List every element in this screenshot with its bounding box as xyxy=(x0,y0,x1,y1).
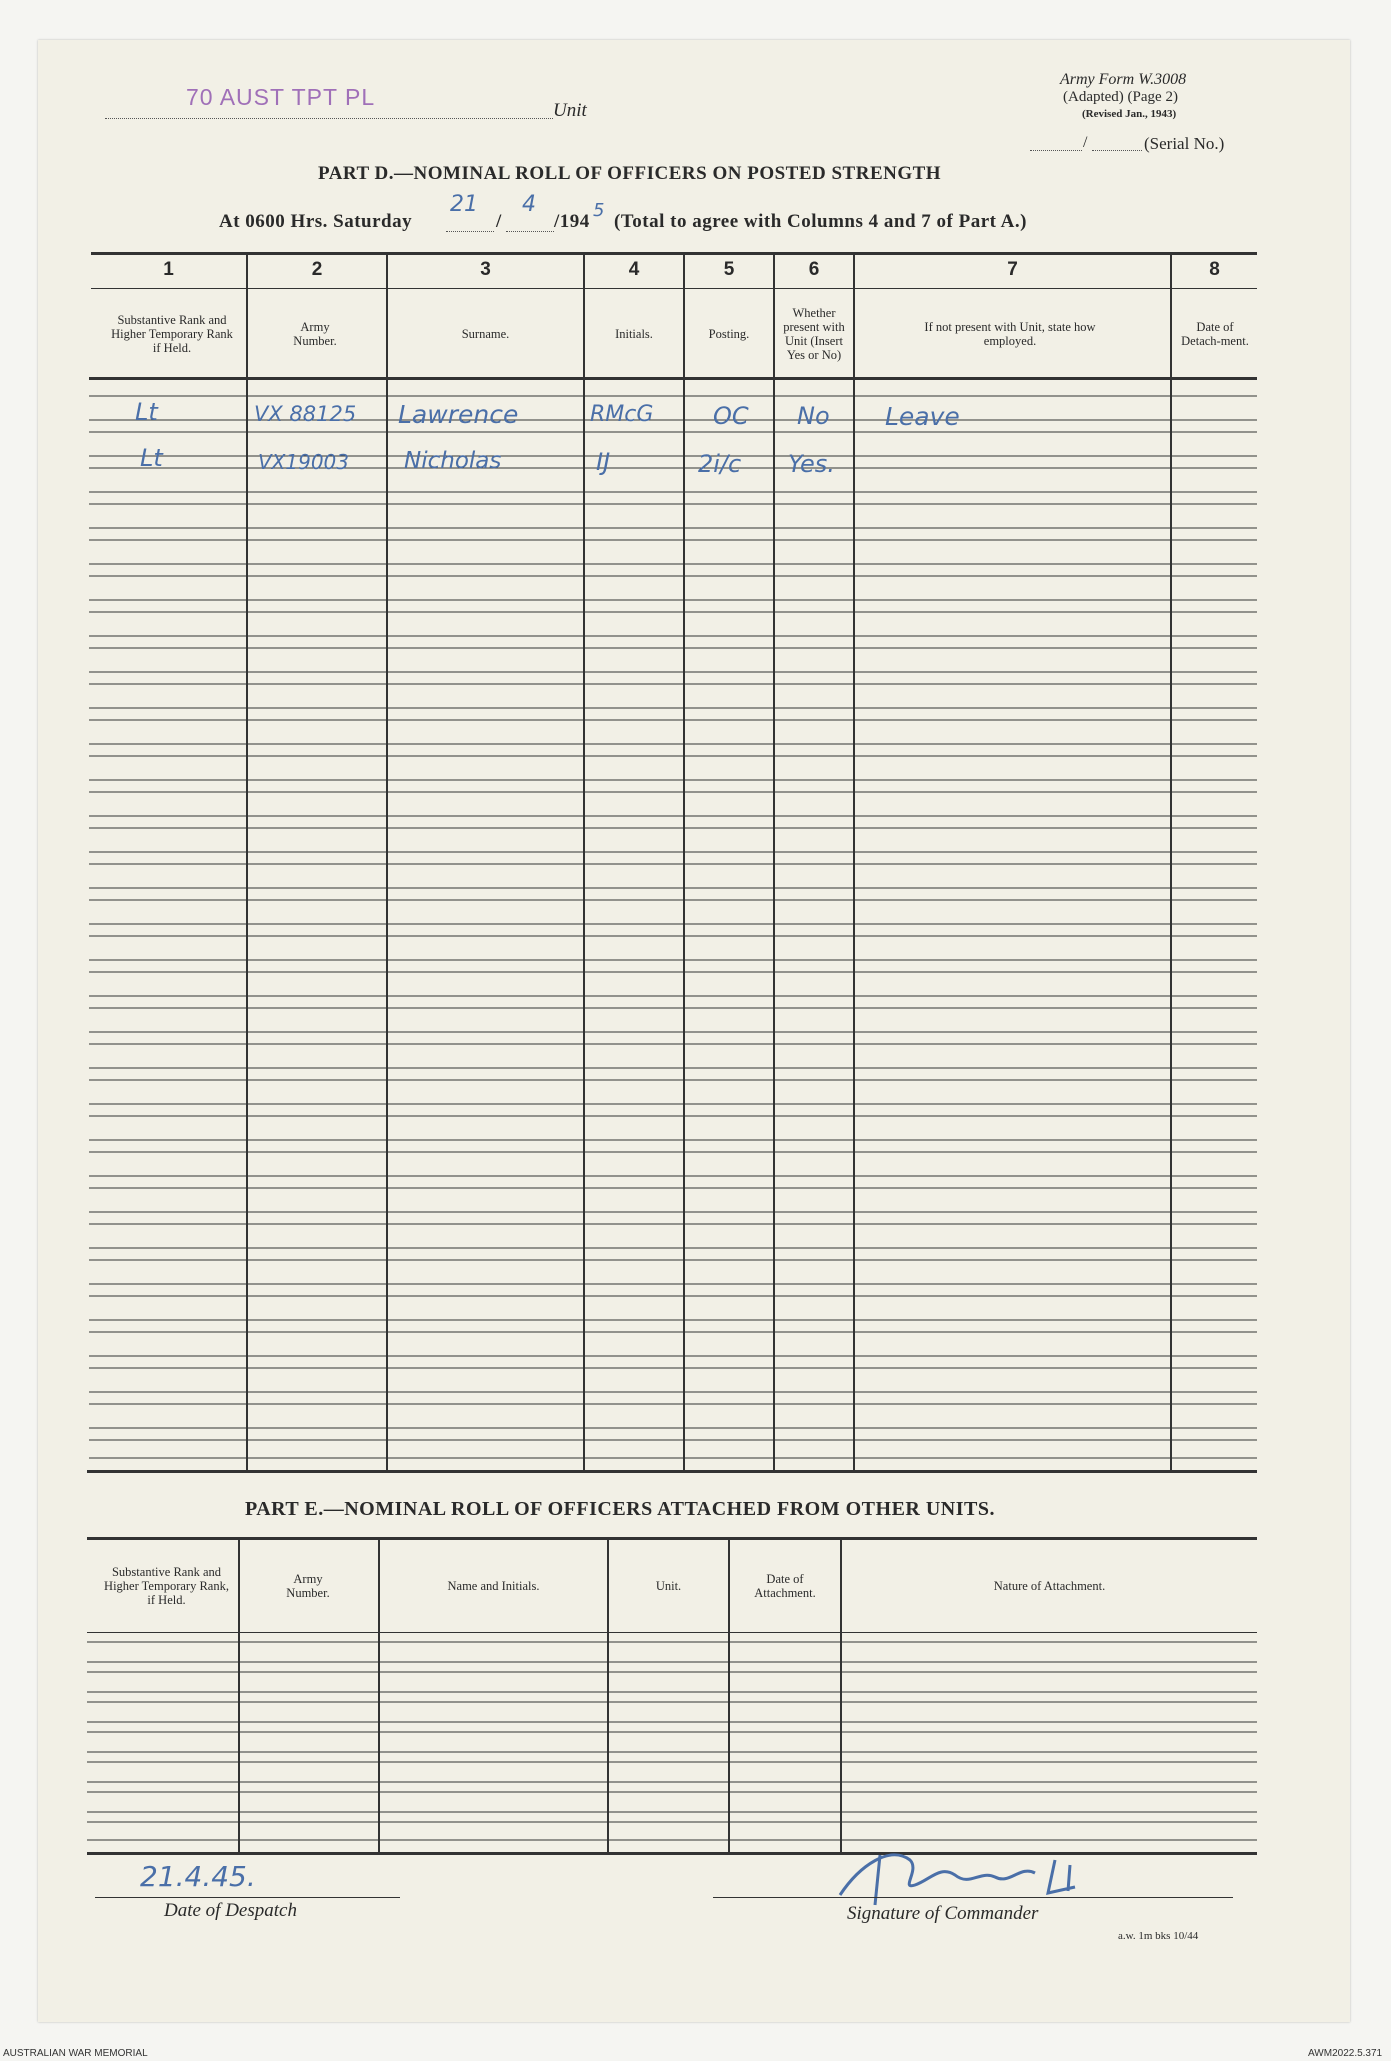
row1-rank: Lt xyxy=(135,398,158,426)
revised-label: (Revised Jan., 1943) xyxy=(1082,108,1177,120)
row2-present: Yes. xyxy=(788,450,835,478)
header-detachment: Date of Detach-ment. xyxy=(1181,319,1249,348)
row2-rank: Lt xyxy=(140,444,163,472)
col-number-6: 6 xyxy=(808,259,820,280)
date-year-hand: 5 xyxy=(593,200,605,221)
e-header-nature: Nature of Attachment. xyxy=(993,1579,1106,1593)
e-header-unit: Unit. xyxy=(655,1579,682,1593)
row1-initials: RMcG xyxy=(590,402,654,427)
col-number-5: 5 xyxy=(723,259,735,280)
serial-separator: / xyxy=(1083,134,1088,151)
col-number-3: 3 xyxy=(480,259,491,280)
army-form-label: Army Form W.3008 xyxy=(1060,71,1187,88)
part-d-date-suffix: (Total to agree with Columns 4 and 7 of Part A.) xyxy=(614,211,1027,232)
header-initials: Initials. xyxy=(615,326,653,341)
row1-posting: OC xyxy=(713,402,749,430)
e-header-rank: Substantive Rank and Higher Temporary Rank, if Held. xyxy=(104,1565,229,1607)
row1-employed: Leave xyxy=(885,402,960,431)
signature-label: Signature of Commander xyxy=(847,1903,1039,1924)
archive-label-left: AUSTRALIAN WAR MEMORIAL xyxy=(3,2048,148,2059)
despatch-label: Date of Despatch xyxy=(164,1900,297,1921)
part-d-title: PART D.—NOMINAL ROLL OF OFFICERS ON POSTED STRENGTH xyxy=(318,163,942,184)
col-number-4: 4 xyxy=(628,259,640,280)
date-sep: / xyxy=(496,211,502,232)
printer-note: a.w. 1m bks 10/44 xyxy=(1118,1930,1199,1942)
date-day: 21 xyxy=(450,192,478,217)
header-present: Whether present with Unit (Insert Yes or No) xyxy=(783,305,845,362)
header-army-number: Army Number. xyxy=(293,319,337,348)
part-e-title: PART E.—NOMINAL ROLL OF OFFICERS ATTACHED FROM OTHER UNITS. xyxy=(245,1498,995,1520)
e-header-date: Date of Attachment. xyxy=(754,1572,816,1600)
archive-label-right: AWM2022.5.371 xyxy=(1308,2048,1383,2059)
row1-army-number: VX 88125 xyxy=(254,402,357,426)
row1-present: No xyxy=(797,402,830,430)
col-number-7: 7 xyxy=(1007,259,1018,280)
date-month: 4 xyxy=(522,192,536,217)
row2-army-number: VX19003 xyxy=(258,450,350,474)
despatch-date: 21.4.45. xyxy=(140,1860,256,1893)
row2-surname: Nicholas xyxy=(404,448,502,474)
date-year-printed: /194 xyxy=(554,211,590,232)
unit-stamp: 70 AUST TPT PL xyxy=(186,84,376,110)
col-number-8: 8 xyxy=(1209,259,1220,280)
col-number-2: 2 xyxy=(311,259,323,280)
despatch-line xyxy=(95,1897,400,1898)
row2-initials: IJ xyxy=(596,448,611,476)
row1-surname: Lawrence xyxy=(398,400,519,429)
header-surname: Surname. xyxy=(461,326,510,341)
e-header-name: Name and Initials. xyxy=(447,1579,540,1593)
e-header-army-number: Army Number. xyxy=(286,1572,330,1600)
header-posting: Posting. xyxy=(708,326,750,341)
col-number-1: 1 xyxy=(163,259,174,280)
signature-line xyxy=(713,1897,1233,1898)
header-not-present: If not present with Unit, state how employed. xyxy=(924,319,1096,348)
adapted-label: (Adapted) (Page 2) xyxy=(1063,89,1178,105)
serial-label: (Serial No.) xyxy=(1144,134,1225,153)
header-rank: Substantive Rank and Higher Temporary Rank if Held. xyxy=(111,312,233,355)
unit-label: Unit xyxy=(553,100,587,121)
row2-posting: 2i/c xyxy=(698,450,742,478)
part-d-date-prefix: At 0600 Hrs. Saturday xyxy=(219,211,413,232)
